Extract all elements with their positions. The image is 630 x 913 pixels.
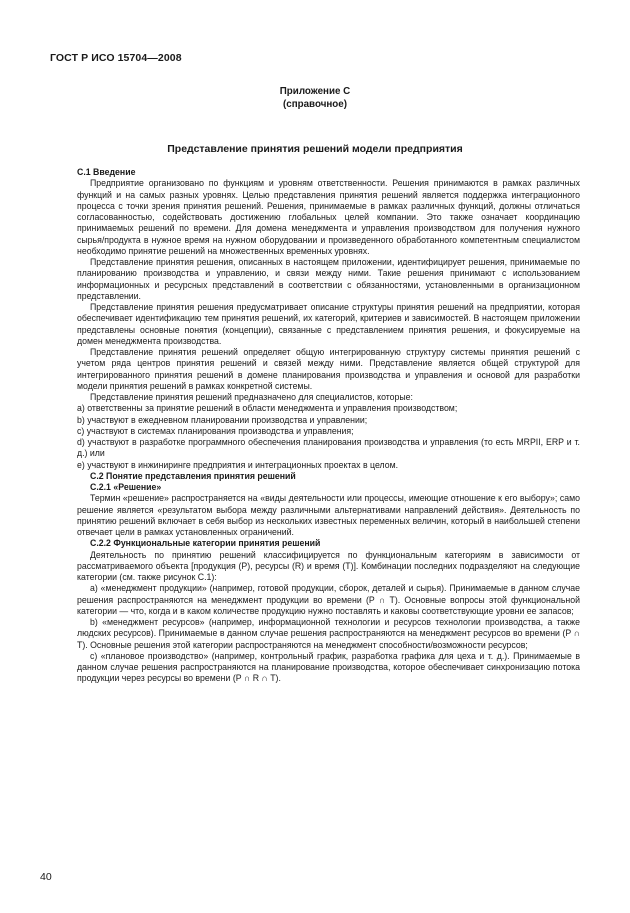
heading-c1: С.1 Введение — [77, 167, 136, 177]
list-item: е) участвуют в инжиниринге предприятия и интеграционных проектах в целом. — [77, 459, 399, 470]
body-text — [77, 167, 580, 685]
heading-c2: С.2 Понятие представления принятия решений — [90, 470, 296, 481]
page-number: 40 — [40, 871, 52, 883]
heading-c21: С.2.1 «Решение» — [90, 482, 162, 492]
section-title: Представление принятия решений модели предприятия — [167, 143, 463, 155]
list-item: d) участвуют в разработке программного обеспечения планирования производства и управления (то есть MRPII, ERP и т. д.) или — [77, 437, 580, 459]
heading-c22: С.2.2 Функциональные категории принятия решений — [90, 538, 321, 549]
paragraph: Предприятие организовано по функциям и уровням ответственности. Решения принимаются в рамках различных функций и на самых разных уровнях. Целью представления принятия решений является поддержка интеграционного процесса с точки зрения принятия решений. Решения, принимаемые в рамках различных функций, должны отличаться согласованностью, содействовать достижению глобальных целей компании. Это также означает координацию принимаемых решений по времени. Для домена менеджмента и управления производством для получения нужного сырья/продукта в нужное время на нужном оборудовании и произведенного обработанного компетентным специалистом необходимо принятие решений на множественных временных уровнях. — [77, 178, 580, 256]
paragraph: Представление принятия решения, описанных в настоящем приложении, идентифицирует решения, принимаемые по планированию производства и управлению, и связи между ними. Такие решения принимают с использованием информационных и ресурсных представлений в соответствии с обязанностями, установленными в организационном представлении. — [77, 257, 580, 301]
annex-label: Приложение С — [279, 86, 351, 97]
list-item: b) участвуют в ежедневном планировании производства и управлении; — [77, 414, 368, 425]
paragraph: Деятельность по принятию решений классифицируется по функциональным категориям в зависимости от рассматриваемого объекта [продукция (Р), ресурсы (R) и время (Т)]. Комбинации последних подразделяют на следующие категории (см. также рисунок С.1): — [77, 549, 580, 582]
annex-type: (справочное) — [283, 99, 347, 110]
list-item: с) участвуют в системах планирования производства и управления; — [77, 425, 354, 436]
list-item: а) «менеджмент продукции» (например, готовой продукции, сборок, деталей и сырья). Принимаемые в данном случае решения распространяются на менеджмент продукции во времени (Р ∩ Т). Основные вопросы этой функциональной категории — что, когда и в каком количестве продукцию нужно поставлять и каковы соответствующие уровни ее запасов; — [77, 583, 580, 616]
list-item: b) «менеджмент ресурсов» (например, информационной технологии и ресурсов технологии производства, а также людских ресурсов). Принимаемые в данном случае решения распространяются на менеджмент ресурсов во времени (Р ∩ Т). Основные решения этой категории распространяются на менеджмент способности/возможности ресурсов; — [77, 617, 580, 650]
paragraph: Представление принятия решения предусматривает описание структуры принятия решений на предприятии, которая обеспечивает идентификацию тем принятия решений, их категорий, критериев и зависимостей. В настоящем приложении представлены основные понятия (концепции), связанные с представлением принятия решения, и фокусируемые на домен менеджмента производства. — [77, 302, 580, 346]
document-header: ГОСТ Р ИСО 15704—2008 — [50, 52, 182, 64]
paragraph: Представление принятия решений определяет общую интегрированную структуру системы принятия решений с учетом ряда центров принятия решений и связей между ними. Представление является общей структурой для интегрированного принятия решений в домене планирования производства и управления и основой для разработки модели принятия решений в рамках конкретной системы. — [77, 347, 580, 391]
list-item: с) «плановое производство» (например, контрольный график, разработка графика для цеха и т. д.). Принимаемые в данном случае решения распространяются на планирование производства, которое обеспечивает синхронизацию потока продукции через ресурсы во времени (Р ∩ R ∩ Т). — [77, 650, 580, 684]
paragraph: Термин «решение» распространяется на «виды деятельности или процессы, имеющие отношение к его выбору»; само решение является «результатом выбора между различными альтернативами направлений действия». Деятельность по принятию решений включает в себя выбор из нескольких известных переменных величин, который в наибольшей степени отвечает цели в рамках установленных ограничений. — [77, 493, 580, 537]
list-item: а) ответственны за принятие решений в области менеджмента и управления производством; — [77, 403, 458, 414]
paragraph: Представление принятия решений предназначено для специалистов, которые: — [90, 392, 413, 402]
